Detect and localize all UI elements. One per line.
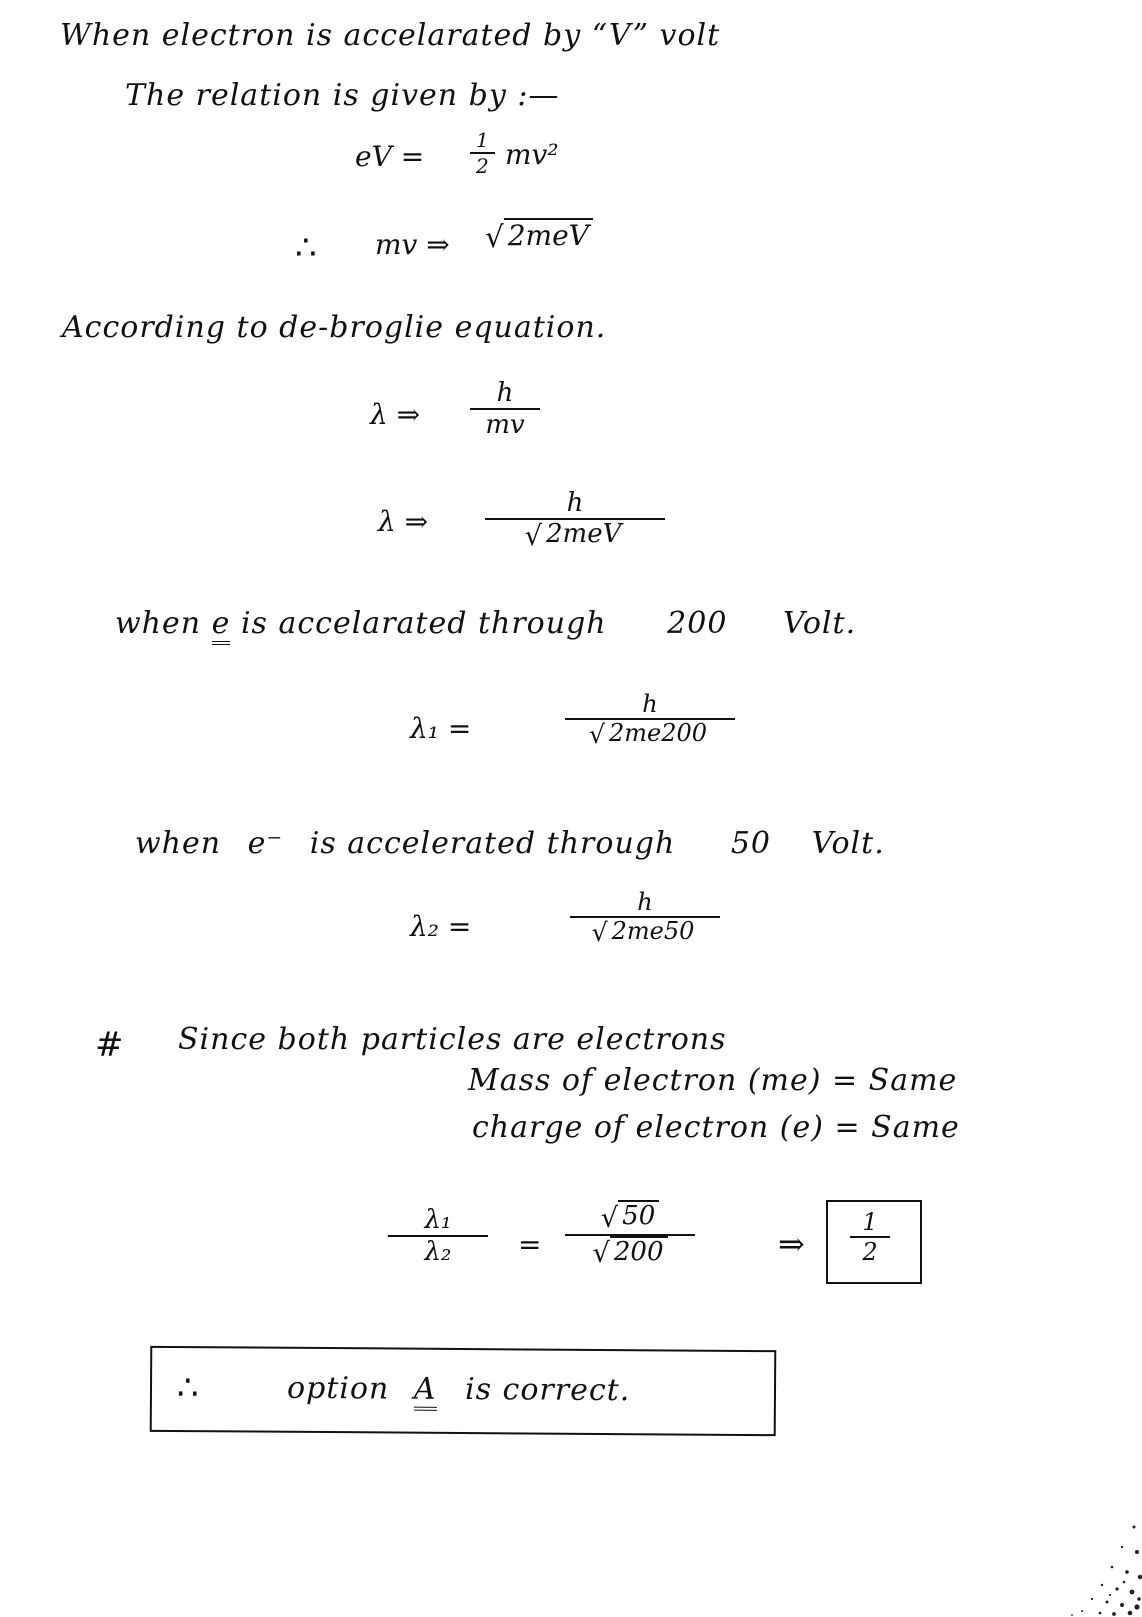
final-answer-text <box>287 1371 631 1408</box>
unit-volt: Volt. <box>782 606 857 641</box>
fraction-numerator: h <box>496 378 514 408</box>
line-relation-given: The relation is given by :— <box>125 78 560 113</box>
phrase-is-correct: is correct. <box>464 1372 631 1409</box>
fraction-numerator: h <box>637 888 653 916</box>
fraction-denominator: 2 <box>476 154 489 178</box>
eq-ratio-lhs <box>388 1205 488 1267</box>
line-since-both: Since both particles are electrons <box>178 1022 727 1057</box>
sqrt-body: 2me50 <box>611 917 695 945</box>
unit-volt: Volt. <box>811 826 885 861</box>
sqrt-expression <box>592 1236 667 1268</box>
sqrt-expression <box>592 918 699 946</box>
sqrt-expression <box>485 218 593 252</box>
eq-energy-right: mv² <box>505 138 559 171</box>
fraction-denominator: mv <box>485 410 525 440</box>
fraction-denominator <box>583 720 717 749</box>
eq-lambda2v-fraction <box>570 888 720 947</box>
eq-lambda-fraction <box>470 378 540 440</box>
fraction-numerator: 1 <box>476 128 489 152</box>
fraction-numerator: h <box>566 488 584 518</box>
line-electron-accelerated: When electron is accelarated by “V” volt <box>60 18 721 53</box>
line-200-volt <box>115 606 856 641</box>
eq-lambda2-left: λ ⇒ <box>378 505 429 538</box>
final-therefore-symbol: ∴ <box>176 1368 199 1409</box>
eq-momentum-sqrt <box>485 218 593 254</box>
answer-box <box>826 1200 922 1284</box>
fraction-numerator: 1 <box>862 1208 878 1236</box>
therefore-symbol: ∴ <box>295 228 317 268</box>
line-de-broglie: According to de-broglie equation. <box>62 310 607 345</box>
fraction-denominator <box>586 1236 673 1270</box>
electron-symbol: e <box>212 606 231 645</box>
eq-lambda1-left: λ₁ = <box>410 712 472 745</box>
radical-sign: √ <box>592 1238 610 1270</box>
radical-sign: √ <box>524 520 543 552</box>
fraction-numerator: h <box>642 690 658 718</box>
eq-lambda2-fraction <box>485 488 665 552</box>
sqrt-expression <box>525 520 626 550</box>
line-charge-same: charge of electron (e) = Same <box>472 1110 960 1145</box>
eq-momentum-left: mv ⇒ <box>375 228 450 261</box>
voltage-50: 50 <box>730 826 772 861</box>
radical-sign: √ <box>600 1202 619 1234</box>
sqrt-body: 200 <box>610 1236 668 1268</box>
hash-mark: # <box>95 1025 125 1065</box>
word-option: option <box>286 1370 390 1407</box>
radical-sign: √ <box>588 720 605 750</box>
final-answer-box <box>150 1346 777 1436</box>
line-mass-same: Mass of electron (me) = Same <box>468 1063 958 1098</box>
option-letter: A <box>414 1372 437 1411</box>
phrase-accelerated-through: is accelarated through <box>240 606 607 641</box>
sqrt-expression <box>601 1200 660 1232</box>
fraction-denominator: 2 <box>862 1238 878 1266</box>
electron-symbol: e⁻ <box>247 826 284 861</box>
word-when: when <box>135 826 222 861</box>
eq-ratio-arrow: ⇒ <box>778 1225 805 1263</box>
answer-fraction <box>850 1208 890 1266</box>
word-when: when <box>115 606 202 641</box>
sqrt-body: 2meV <box>546 519 622 549</box>
eq-lambda2v-left: λ₂ = <box>410 910 472 943</box>
fraction-denominator <box>586 918 705 947</box>
line-50-volt <box>135 826 885 861</box>
eq-lambda-left: λ ⇒ <box>370 398 421 431</box>
scan-speckle <box>1022 1507 1142 1617</box>
sqrt-body: 50 <box>618 1200 659 1232</box>
fraction-denominator: λ₂ <box>424 1237 452 1267</box>
sqrt-expression <box>589 720 711 748</box>
eq-ratio-equals: = <box>518 1228 542 1261</box>
sqrt-body: 2meV <box>504 218 593 252</box>
eq-lambda1-fraction <box>565 690 735 749</box>
eq-energy-half-fraction <box>470 128 495 178</box>
eq-energy-left: eV = <box>355 140 425 173</box>
radical-sign: √ <box>485 219 504 254</box>
fraction-denominator <box>519 520 632 552</box>
phrase-accelerated-through: is accelerated through <box>309 826 676 861</box>
radical-sign: √ <box>591 918 608 948</box>
fraction-numerator <box>595 1200 666 1234</box>
voltage-200: 200 <box>667 606 728 641</box>
fraction-numerator: λ₁ <box>424 1205 452 1235</box>
eq-ratio-rhs <box>565 1200 695 1269</box>
sqrt-body: 2me200 <box>609 719 708 747</box>
